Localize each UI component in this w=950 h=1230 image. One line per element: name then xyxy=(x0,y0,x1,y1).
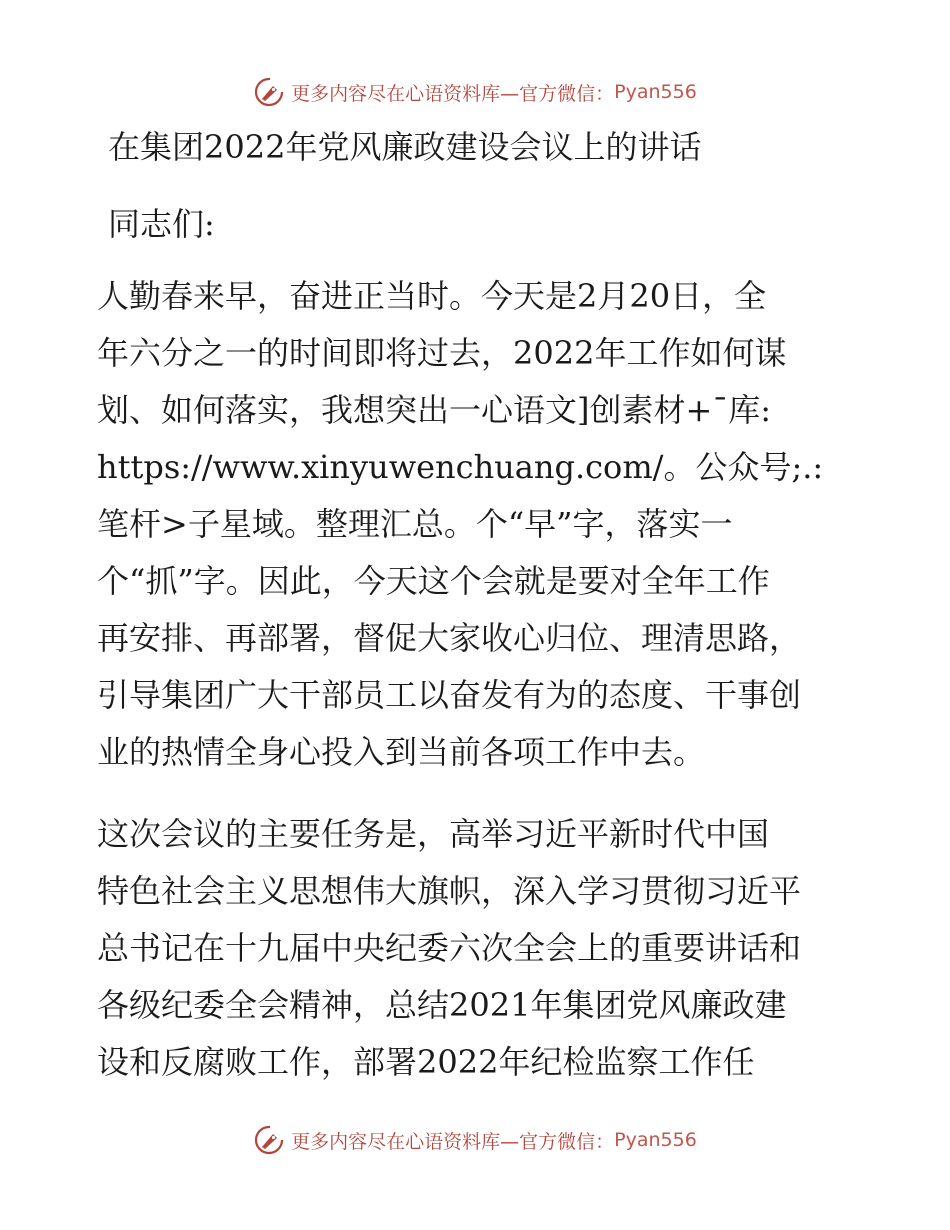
paragraph-line: 引导集团广大干部员工以奋发有为的态度、干事创 xyxy=(97,676,802,714)
banner-contact: Pyan556 xyxy=(614,81,697,103)
paragraph-line: https://www.xinyuwenchuang.com/。公众号;.: xyxy=(97,448,824,486)
banner-text: 更多内容尽在心语资料库—官方微信： xyxy=(291,1130,615,1153)
footer-watermark-banner xyxy=(0,1120,950,1160)
paragraph-1 xyxy=(97,268,857,781)
paragraph-line: 业的热情全身心投入到当前各项工作中去。 xyxy=(97,733,706,771)
paragraph-line: 人勤春来早，奋进正当时。今天是2月20日，全 xyxy=(97,277,767,315)
document-title: 在集团2022年党风廉政建设会议上的讲话 xyxy=(108,128,702,166)
pen-nib-circle-icon xyxy=(253,1124,285,1156)
paragraph-line: 再安排、再部署，督促大家收心归位、理清思路， xyxy=(97,619,802,657)
paragraph-line: 笔杆>子星域。整理汇总。个“早”字，落实一 xyxy=(97,505,733,543)
paragraph-line: 年六分之一的时间即将过去，2022年工作如何谋 xyxy=(97,334,787,372)
paragraph-line: 这次会议的主要任务是，高举习近平新时代中国 xyxy=(97,815,770,853)
paragraph-line: 各级纪委全会精神，总结2021年集团党风廉政建 xyxy=(97,986,787,1024)
paragraph-line: 特色社会主义思想伟大旗帜，深入学习贯彻习近平 xyxy=(97,872,802,910)
paragraph-line: 总书记在十九届中央纪委六次全会上的重要讲话和 xyxy=(97,929,802,967)
paragraph-line: 设和反腐败工作，部署2022年纪检监察工作任 xyxy=(97,1043,755,1081)
paragraph-line: 个“抓”字。因此，今天这个会就是要对全年工作 xyxy=(97,562,770,600)
salutation: 同志们: xyxy=(108,205,215,243)
header-watermark-banner xyxy=(0,72,950,112)
paragraph-line: 划、如何落实，我想突出一心语文]创素材+¯库: xyxy=(97,391,772,429)
banner-contact: Pyan556 xyxy=(614,1129,697,1151)
paragraph-2 xyxy=(97,806,857,1091)
pen-nib-circle-icon xyxy=(253,76,285,108)
banner-text: 更多内容尽在心语资料库—官方微信： xyxy=(291,82,615,105)
